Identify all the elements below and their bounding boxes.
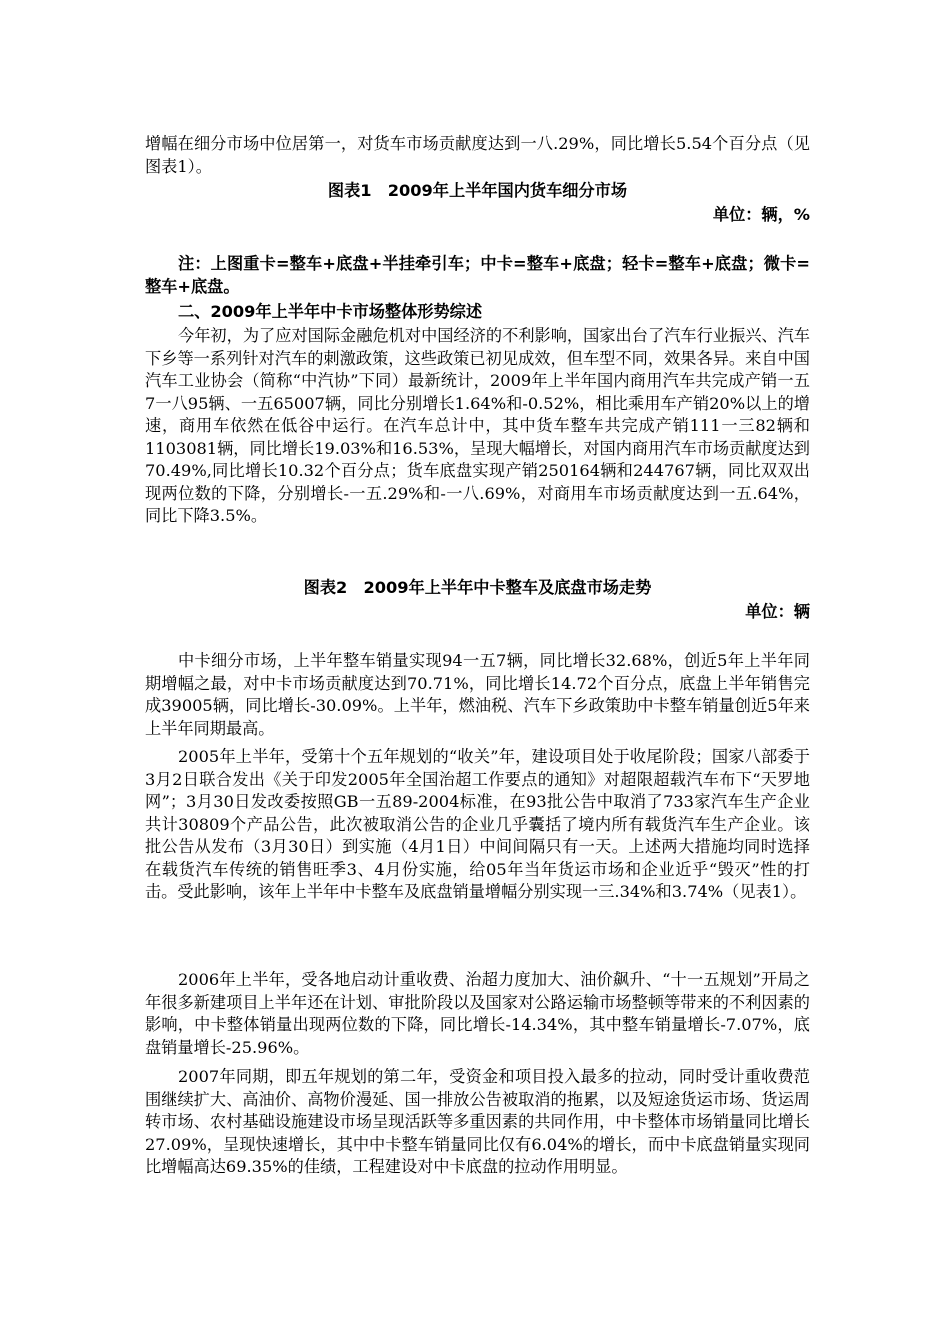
paragraph-market-overview: 今年初，为了应对国际金融危机对中国经济的不利影响，国家出台了汽车行业振兴、汽车下乡等一系列针对汽车的刺激政策，这些政策已初见成效，但车型不同，效果各异。来自中国汽车工业协会（简称“中汽协”下同）最新统计，2009年上半年国内商用汽车共完成产销一五7一八95辆、一五65007辆，同比分别增长1.64%和-0.52%，相比乘用车产销20%以上的增速，商用车依然在低谷中运行。在汽车总计中，其中货车整车共完成产销111一三82辆和1103081辆，同比增长19.03%和16.53%，呈现大幅增长，对国内商用汽车市场贡献度达到70.49%,同比增长10.32个百分点；货车底盘实现产销250164辆和244767辆，同比双双出现两位数的下降，分别增长-一五.29%和-一八.69%，对商用车市场贡献度达到一五.64%，同比下降3.5%。	[145, 326, 810, 525]
figure1-note: 注：上图重卡=整车+底盘+半挂牵引车；中卡=整车+底盘；轻卡=整车+底盘；微卡=整车+底盘。	[145, 254, 810, 296]
section2-heading: 二、2009年上半年中卡市场整体形势综述	[178, 302, 483, 321]
paragraph-2005: 2005年上半年，受第十个五年规划的“收关”年，建设项目处于收尾阶段；国家八部委于3月2日联合发出《关于印发2005年全国治超工作要点的通知》对超限超载汽车布下“天罗地网”；3月30日发改委按照GB一五89-2004标准，在93批公告中取消了733家汽车生产企业共计30809个产品公告，此次被取消公告的企业几乎囊括了境内所有载货汽车生产企业。该批公告从发布（3月30日）到实施（4月1日）中间间隔只有一天。上述两大措施均同时选择在载货汽车传统的销售旺季3、4月份实施，给05年当年货运市场和企业近乎“毁灭”性的打击。受此影响，该年上半年中卡整车及底盘销量增幅分别实现一三.34%和3.74%（见表1）。	[145, 747, 810, 901]
paragraph-medium-truck-segment: 中卡细分市场，上半年整车销量实现94一五7辆，同比增长32.68%，创近5年上半年同期增幅之最，对中卡市场贡献度达到70.71%，同比增长14.72个百分点，底盘上半年销售完成39005辆，同比增长-30.09%。上半年，燃油税、汽车下乡政策助中卡整车销量创近5年来上半年同期最高。	[145, 651, 810, 738]
figure2-unit: 单位：辆	[745, 602, 810, 621]
figure1-unit: 单位：辆，%	[712, 205, 810, 224]
figure1-title: 图表1 2009年上半年国内货车细分市场	[327, 181, 628, 200]
figure2-title: 图表2 2009年上半年中卡整车及底盘市场走势	[303, 578, 652, 597]
paragraph-2006: 2006年上半年，受各地启动计重收费、治超力度加大、油价飙升、“十一五规划”开局之年很多新建项目上半年还在计划、审批阶段以及国家对公路运输市场整顿等带来的不利因素的影响，中卡整体销量出现两位数的下降，同比增长-14.34%，其中整车销量增长-7.07%，底盘销量增长-25.96%。	[145, 970, 810, 1057]
paragraph-2007: 2007年同期，即五年规划的第二年，受资金和项目投入最多的拉动，同时受计重收费范围继续扩大、高油价、高物价漫延、国一排放公告被取消的拖累，以及短途货运市场、货运周转市场、农村基础设施建设市场呈现活跃等多重因素的共同作用，中卡整体市场销量同比增长27.09%，呈现快速增长，其中中卡整车销量同比仅有6.04%的增长，而中卡底盘销量实现同比增幅高达69.35%的佳绩，工程建设对中卡底盘的拉动作用明显。	[145, 1067, 810, 1176]
paragraph-intro-continued: 增幅在细分市场中位居第一，对货车市场贡献度达到一八.29%，同比增长5.54个百分点（见图表1）。	[145, 134, 810, 176]
